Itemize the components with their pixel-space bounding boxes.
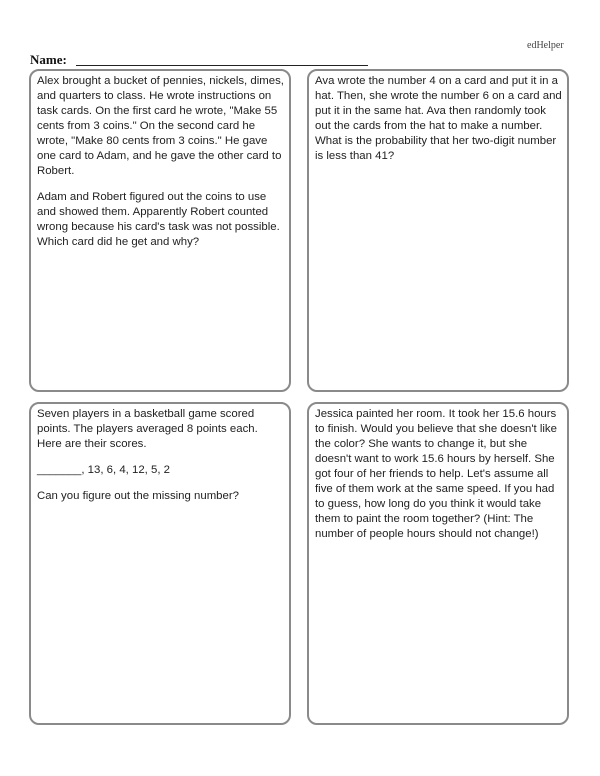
problem-card-1	[29, 69, 291, 392]
card-4-paragraph-1: Jessica painted her room. It took her 15.6 hours to finish. Would you believe that she doesn't like the color? She wants to change it, but she doesn't want to work 15.6 hours by herself. She got four of her friends to help. Let's assume all five of them work at the same speed. If you had to guess, how long do you think it would take them to paint the room together? (Hint: The number of people hours should not change!)	[315, 408, 557, 540]
card-2-paragraph-1: Ava wrote the number 4 on a card and put it in a hat. Then, she wrote the number 6 on a card and put it in the same hat. Ava then randomly took out the cards from the hat to make a number. What is the probability that her two-digit number is less than 41?	[315, 75, 562, 162]
card-3-paragraph-3: Can you figure out the missing number?	[37, 490, 239, 502]
name-label: Name:	[30, 52, 67, 67]
card-3-scores-list: _______, 13, 6, 4, 12, 5, 2	[37, 464, 171, 476]
card-3-paragraph-1: Seven players in a basketball game scored points. The players averaged 8 points each. Here are their scores.	[37, 408, 258, 450]
problem-card-3	[29, 402, 291, 725]
card-1-paragraph-2: Adam and Robert figured out the coins to use and showed them. Apparently Robert counted wrong because his card's task was not possible. Which card did he get and why?	[37, 191, 280, 248]
brand-label: edHelper	[527, 40, 564, 51]
problem-card-2	[307, 69, 569, 392]
name-input-line[interactable]	[76, 65, 368, 66]
card-1-paragraph-1: Alex brought a bucket of pennies, nickels, dimes, and quarters to class. He wrote instructions on task cards. On the first card he wrote, "Make 55 cents from 3 coins." On the second card he wrote, "Make 80 cents from 3 coins." He gave one card to Adam, and he gave the other card to Robert.	[37, 75, 284, 177]
problem-card-4	[307, 402, 569, 725]
